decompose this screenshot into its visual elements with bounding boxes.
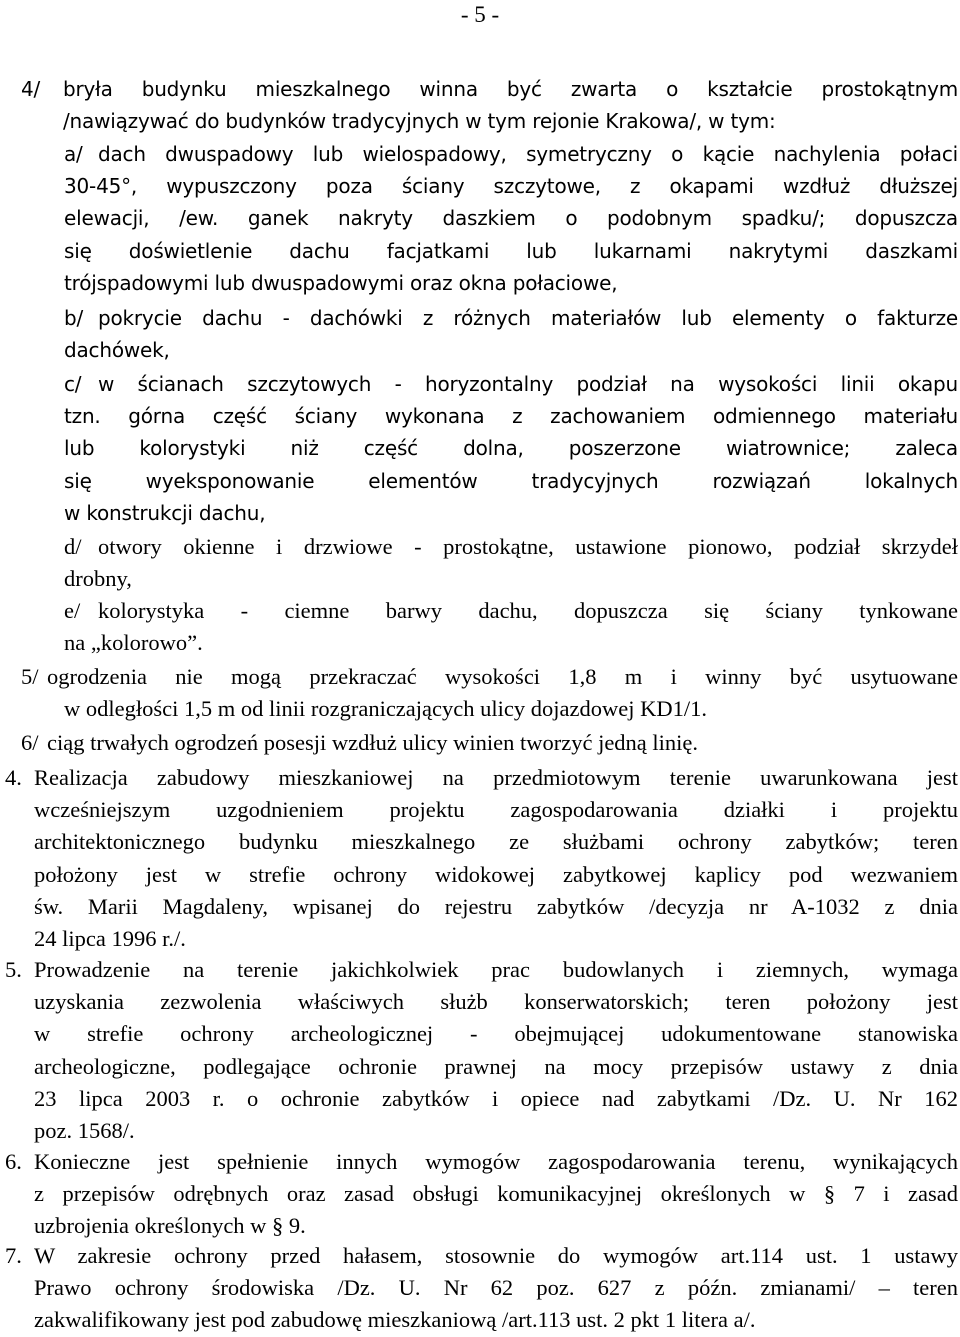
text-line: dachówek, xyxy=(64,338,170,363)
text-line: W zakresie ochrony przed hałasem, stosownie do wymogów art.114 ust. 1 ustawy xyxy=(34,1243,958,1268)
text-line: się wyeksponowanie elementów tradycyjnych rozwiązań lokalnych xyxy=(64,468,958,493)
text-line: ciąg trwałych ogrodzeń posesji wzdłuż ulicy winien tworzyć jedną linię. xyxy=(47,730,699,755)
section-marker: 4. xyxy=(5,765,22,790)
text-line: lub kolorystyki niż część dolna, poszerzone wiatrownice; zaleca xyxy=(64,436,958,461)
text-line: 24 lipca 1996 r./. xyxy=(34,926,186,952)
section-text xyxy=(34,954,958,1147)
item-marker: a/ xyxy=(64,142,83,166)
section-marker: 5. xyxy=(5,957,22,982)
text-line: zakwalifikowany jest pod zabudowę mieszkaniową /art.113 ust. 2 pkt 1 litera a/. xyxy=(34,1307,756,1333)
item-text xyxy=(64,368,958,529)
text-line: uzbrojenia określonych w § 9. xyxy=(34,1213,306,1239)
text-line: Prowadzenie na terenie jakichkolwiek prac budowlanych i ziemnych, wymaga xyxy=(34,957,958,982)
text-line: w strefie ochrony archeologicznej - obejmującej udokumentowane stanowiska xyxy=(34,1021,958,1047)
item-text xyxy=(64,302,958,366)
item-text xyxy=(64,531,958,595)
text-line: Konieczne jest spełnienie innych wymogów zagospodarowania terenu, wynikających xyxy=(34,1149,958,1174)
item-text xyxy=(64,138,958,299)
text-line: wcześniejszym uzgodnieniem projektu zagospodarowania działki i projektu xyxy=(34,797,958,823)
item-text xyxy=(63,105,958,137)
item-marker: 4/ xyxy=(21,77,41,101)
text-line: dach dwuspadowy lub wielospadowy, symetryczny o kącie nachylenia połaci xyxy=(98,142,958,166)
text-line: położony jest w strefie ochrony widokowej zabytkowej kaplicy pod wezwaniem xyxy=(34,861,958,887)
item-a xyxy=(64,138,958,299)
item-text xyxy=(21,661,958,725)
item-marker: b/ xyxy=(64,306,84,330)
text-line: Realizacja zabudowy mieszkaniowej na przedmiotowym terenie uwarunkowana jest xyxy=(34,765,958,790)
section-7 xyxy=(5,1240,958,1337)
item-marker: d/ xyxy=(64,534,82,559)
text-line: trójspadowymi lub dwuspadowymi oraz okna połaciowe, xyxy=(64,270,618,295)
section-text xyxy=(34,762,958,955)
text-line: w ścianach szczytowych - horyzontalny podział na wysokości linii okapu xyxy=(98,372,958,396)
item-marker: e/ xyxy=(64,598,81,623)
item-marker: 5/ xyxy=(21,664,39,689)
item-5-subsection xyxy=(21,661,958,725)
text-line: 23 lipca 2003 r. o ochronie zabytków i opiece nad zabytkami /Dz. U. Nr 162 xyxy=(34,1085,958,1111)
item-d xyxy=(64,531,958,595)
section-marker: 6. xyxy=(5,1149,22,1174)
text-line: elewacji, /ew. ganek nakryty daszkiem o podobnym spadku/; dopuszcza xyxy=(64,206,958,231)
item-e xyxy=(64,595,958,659)
item-text xyxy=(63,73,958,105)
text-line: uzyskania zezwolenia właściwych służb konserwatorskich; teren położony jest xyxy=(34,989,958,1015)
text-line: archeologiczne, podlegające ochronie prawnej na mocy przepisów ustawy z dnia xyxy=(34,1053,958,1079)
item-4-subsection xyxy=(21,73,958,137)
text-line: się doświetlenie dachu facjatkami lub lukarnami nakrytymi daszkami xyxy=(64,238,958,263)
section-text xyxy=(34,1240,958,1337)
item-text xyxy=(21,727,958,759)
item-text xyxy=(64,595,958,659)
text-line: Prawo ochrony środowiska /Dz. U. Nr 62 poz. 627 z późn. zmianami/ – teren xyxy=(34,1275,958,1301)
section-marker: 7. xyxy=(5,1243,22,1268)
text-line: z przepisów odrębnych oraz zasad obsługi komunikacyjnej określonych w § 7 i zasad xyxy=(34,1181,958,1207)
section-6 xyxy=(5,1146,958,1243)
text-line: kolorystyka - ciemne barwy dachu, dopuszcza się ściany tynkowane xyxy=(98,598,958,623)
text-line: św. Marii Magdaleny, wpisanej do rejestru zabytków /decyzja nr A-1032 z dnia xyxy=(34,893,958,919)
section-text xyxy=(34,1146,958,1243)
item-marker: 6/ xyxy=(21,730,39,755)
text-line: /nawiązywać do budynków tradycyjnych w tym rejonie Krakowa/, w tym: xyxy=(63,109,776,134)
text-line: tzn. górna część ściany wykonana z zachowaniem odmiennego materiału xyxy=(64,404,958,429)
text-line: pokrycie dachu - dachówki z różnych materiałów lub elementy o fakturze xyxy=(98,306,958,330)
item-c xyxy=(64,368,958,529)
text-line: architektonicznego budynku mieszkalnego ze służbami ochrony zabytków; teren xyxy=(34,829,958,855)
text-line: poz. 1568/. xyxy=(34,1118,135,1144)
text-line: ogrodzenia nie mogą przekraczać wysokości 1,8 m i winny być usytuowane xyxy=(47,664,958,689)
text-line: otwory okienne i drzwiowe - prostokątne, ustawione pionowo, podział skrzydeł xyxy=(98,534,958,559)
text-line: bryła budynku mieszkalnego winna być zwarta o kształcie prostokątnym xyxy=(63,77,958,101)
item-6-subsection xyxy=(21,727,958,759)
item-marker: c/ xyxy=(64,372,82,396)
text-line: w konstrukcji dachu, xyxy=(64,500,266,525)
text-line: na „kolorowo”. xyxy=(64,630,203,656)
item-b xyxy=(64,302,958,366)
section-4 xyxy=(5,762,958,955)
text-line: 30-45°, wypuszczony poza ściany szczytowe, z okapami wzdłuż dłuższej xyxy=(64,174,958,199)
page-number: - 5 - xyxy=(460,2,500,27)
text-line: drobny, xyxy=(64,566,132,592)
text-line: w odległości 1,5 m od linii rozgraniczających ulicy dojazdowej KD1/1. xyxy=(64,696,707,722)
section-5 xyxy=(5,954,958,1147)
